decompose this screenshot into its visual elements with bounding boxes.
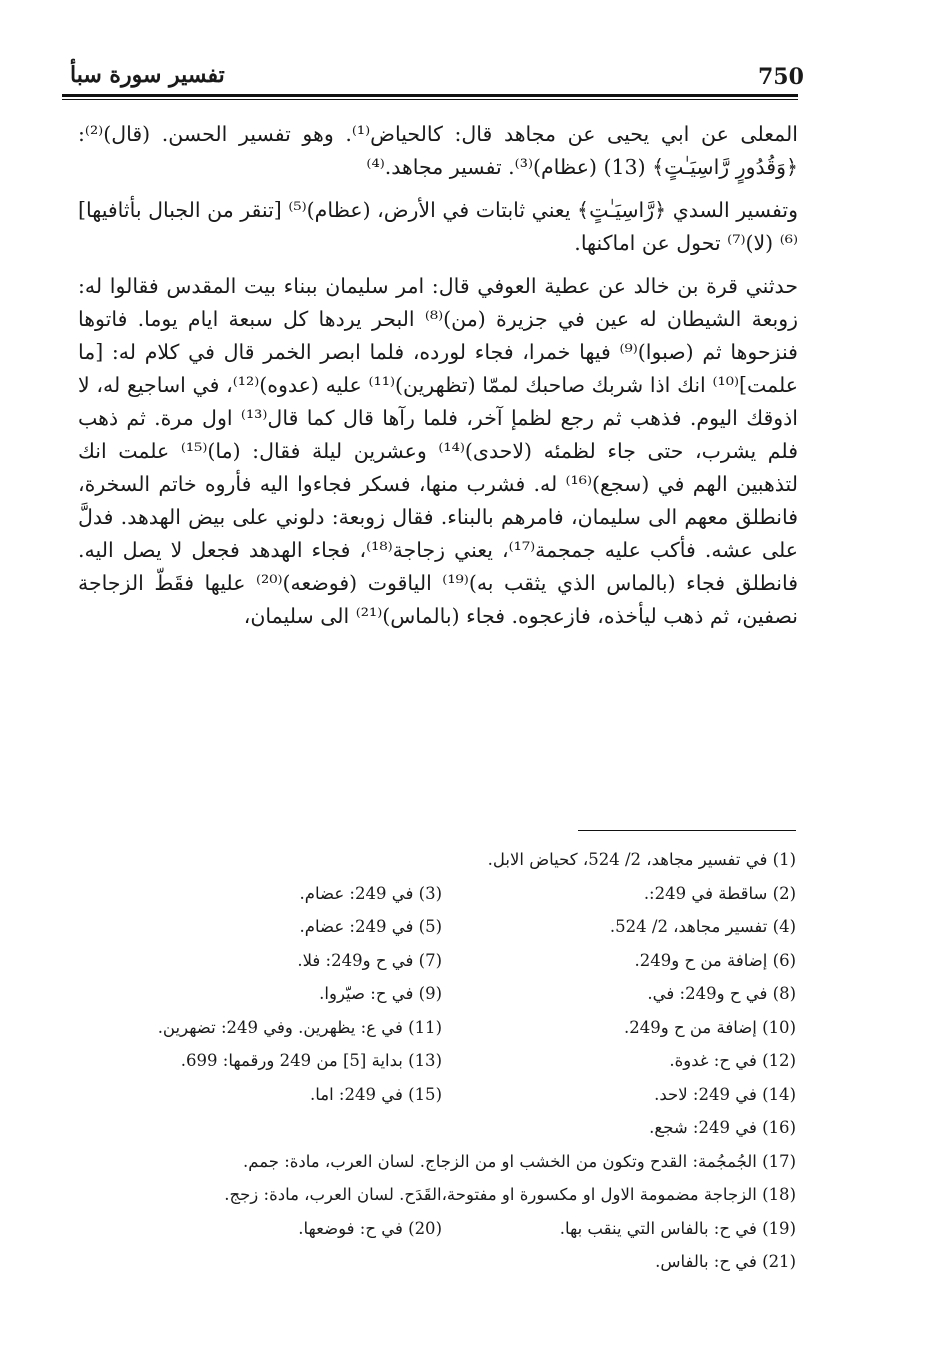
- paragraph-1: المعلى عن ابي يحيى عن مجاهد قال: كالحياض⁽¹⁾. وهو تفسير الحسن. (قال)⁽²⁾: ﴿وَقُدُورٍ رَّاسِيَـٰتٍ﴾ (13) (عظام)⁽³⁾. تفسير مجاهد.⁽⁴⁾: [78, 122, 798, 179]
- footnote-6: (6) إضافة من ح و249.: [634, 950, 796, 970]
- footnote-12: (12) في ح: غدوة.: [669, 1051, 796, 1070]
- footnote-4: (4) تفسير مجاهد، 2/ 524.: [609, 917, 796, 936]
- footnote-18: (18) الزجاجة مضمومة الاول او مكسورة او مفتوحة،القَدَح. لسان العرب، مادة: زجج.: [224, 1185, 796, 1204]
- footnote-9: (9) في ح: صيّروا.: [319, 984, 442, 1003]
- header-rule: [62, 94, 798, 97]
- footnote-10: (10) إضافة من ح و249.: [624, 1017, 796, 1037]
- footnote-1: (1) في تفسير مجاهد، 2/ 524، كحياض الابل.: [487, 850, 796, 869]
- page-number: 750: [758, 64, 804, 90]
- footnote-7: (7) في ح و249: فلا.: [297, 950, 442, 970]
- main-text: [78, 118, 798, 633]
- header-rule-thin: [62, 99, 798, 100]
- footnote-separator: [578, 830, 796, 831]
- footnote-15: (15) في 249: اما.: [309, 1084, 442, 1104]
- footnote-20: (20) في ح: فوضعها.: [298, 1218, 442, 1238]
- footnote-21: (21) في ح: بالفاس.: [655, 1252, 796, 1271]
- footnote-19: (19) في ح: بالفاس التي ينقب بها.: [559, 1218, 796, 1238]
- footnote-3: (3) في 249: عضام.: [299, 883, 442, 903]
- footnote-17: (17) الجُمجُمة: القدح وتكون من الخشب او من الزجاج. لسان العرب، مادة: جمم.: [243, 1151, 796, 1171]
- paragraph-2: وتفسير السدي ﴿رَّاسِيَـٰتٍ﴾ يعني ثابتات في الأرض، (عظام)⁽⁵⁾ [تنقر من الجبال بأثافيها]⁽⁶⁾ (لا)⁽⁷⁾ تحول عن اماكنها.: [78, 198, 799, 255]
- footnote-13: (13) بداية [5] من 249 ورقمها: 699.: [180, 1051, 442, 1070]
- footnote-8: (8) في ح و249: في.: [647, 984, 796, 1003]
- footnote-14: (14) في 249: لاحد.: [654, 1084, 796, 1104]
- footnote-2: (2) ساقطة في 249:.: [643, 883, 796, 903]
- running-head: تفسير سورة سبأ: [70, 62, 225, 88]
- footnotes: [78, 843, 796, 1279]
- footnote-11: (11) في ع: يظهرين. وفي 249: تضهرين.: [157, 1017, 442, 1037]
- footnote-5: (5) في 249: عضام.: [299, 917, 442, 936]
- paragraph-3: حدثني قرة بن خالد عن عطية العوفي قال: امر سليمان ببناء بيت المقدس فقالوا له: زوبعة الشيطان له عين في جزيرة (من)⁽⁸⁾ البحر يردها كل سبعة ايام يوما. فاتوها فنزحوها ثم (صبوا)⁽⁹⁾ فيها خمرا، فجاء لورده، فلما ابصر الخمر قال في كلام له: [ما علمت]⁽¹⁰⁾ انك اذا شربك صاحبك لممّا (تظهرين)⁽¹¹⁾ عليه (عدوه)⁽¹²⁾، في اساجيع له، لا اذوقك اليوم. فذهب ثم رجع لظمإ آخر، فلما رآها قال كما قال⁽¹³⁾ اول مرة. ثم ذهب فلم يشرب، حتى جاء لظمئه (لاحدى)⁽¹⁴⁾ وعشرين ليلة فقال: (ما)⁽¹⁵⁾ علمت انك لتذهبين الهم في (سجع)⁽¹⁶⁾ له. فشرب منها، فسكر فجاءوا اليه فأروه خاتم السخرة، فانطلق معهم الى سليمان، فامرهم بالبناء. فقال زوبعة: دلوني على بيض الهدهد. فدلَّ على عشه. فأكب عليه جمجمة⁽¹⁷⁾، يعني زجاجة⁽¹⁸⁾، فجاء الهدهد فجعل لا يصل اليه. فانطلق فجاء (بالماس الذي يثقب به)⁽¹⁹⁾ الياقوت (فوضعه)⁽²⁰⁾ عليها فقَطّ الزجاجة نصفين، ثم ذهب ليأخذه، فازعجوه. فجاء (بالماس)⁽²¹⁾ الى سليمان،: [78, 274, 799, 628]
- footnote-16: (16) في 249: شجع.: [649, 1118, 796, 1137]
